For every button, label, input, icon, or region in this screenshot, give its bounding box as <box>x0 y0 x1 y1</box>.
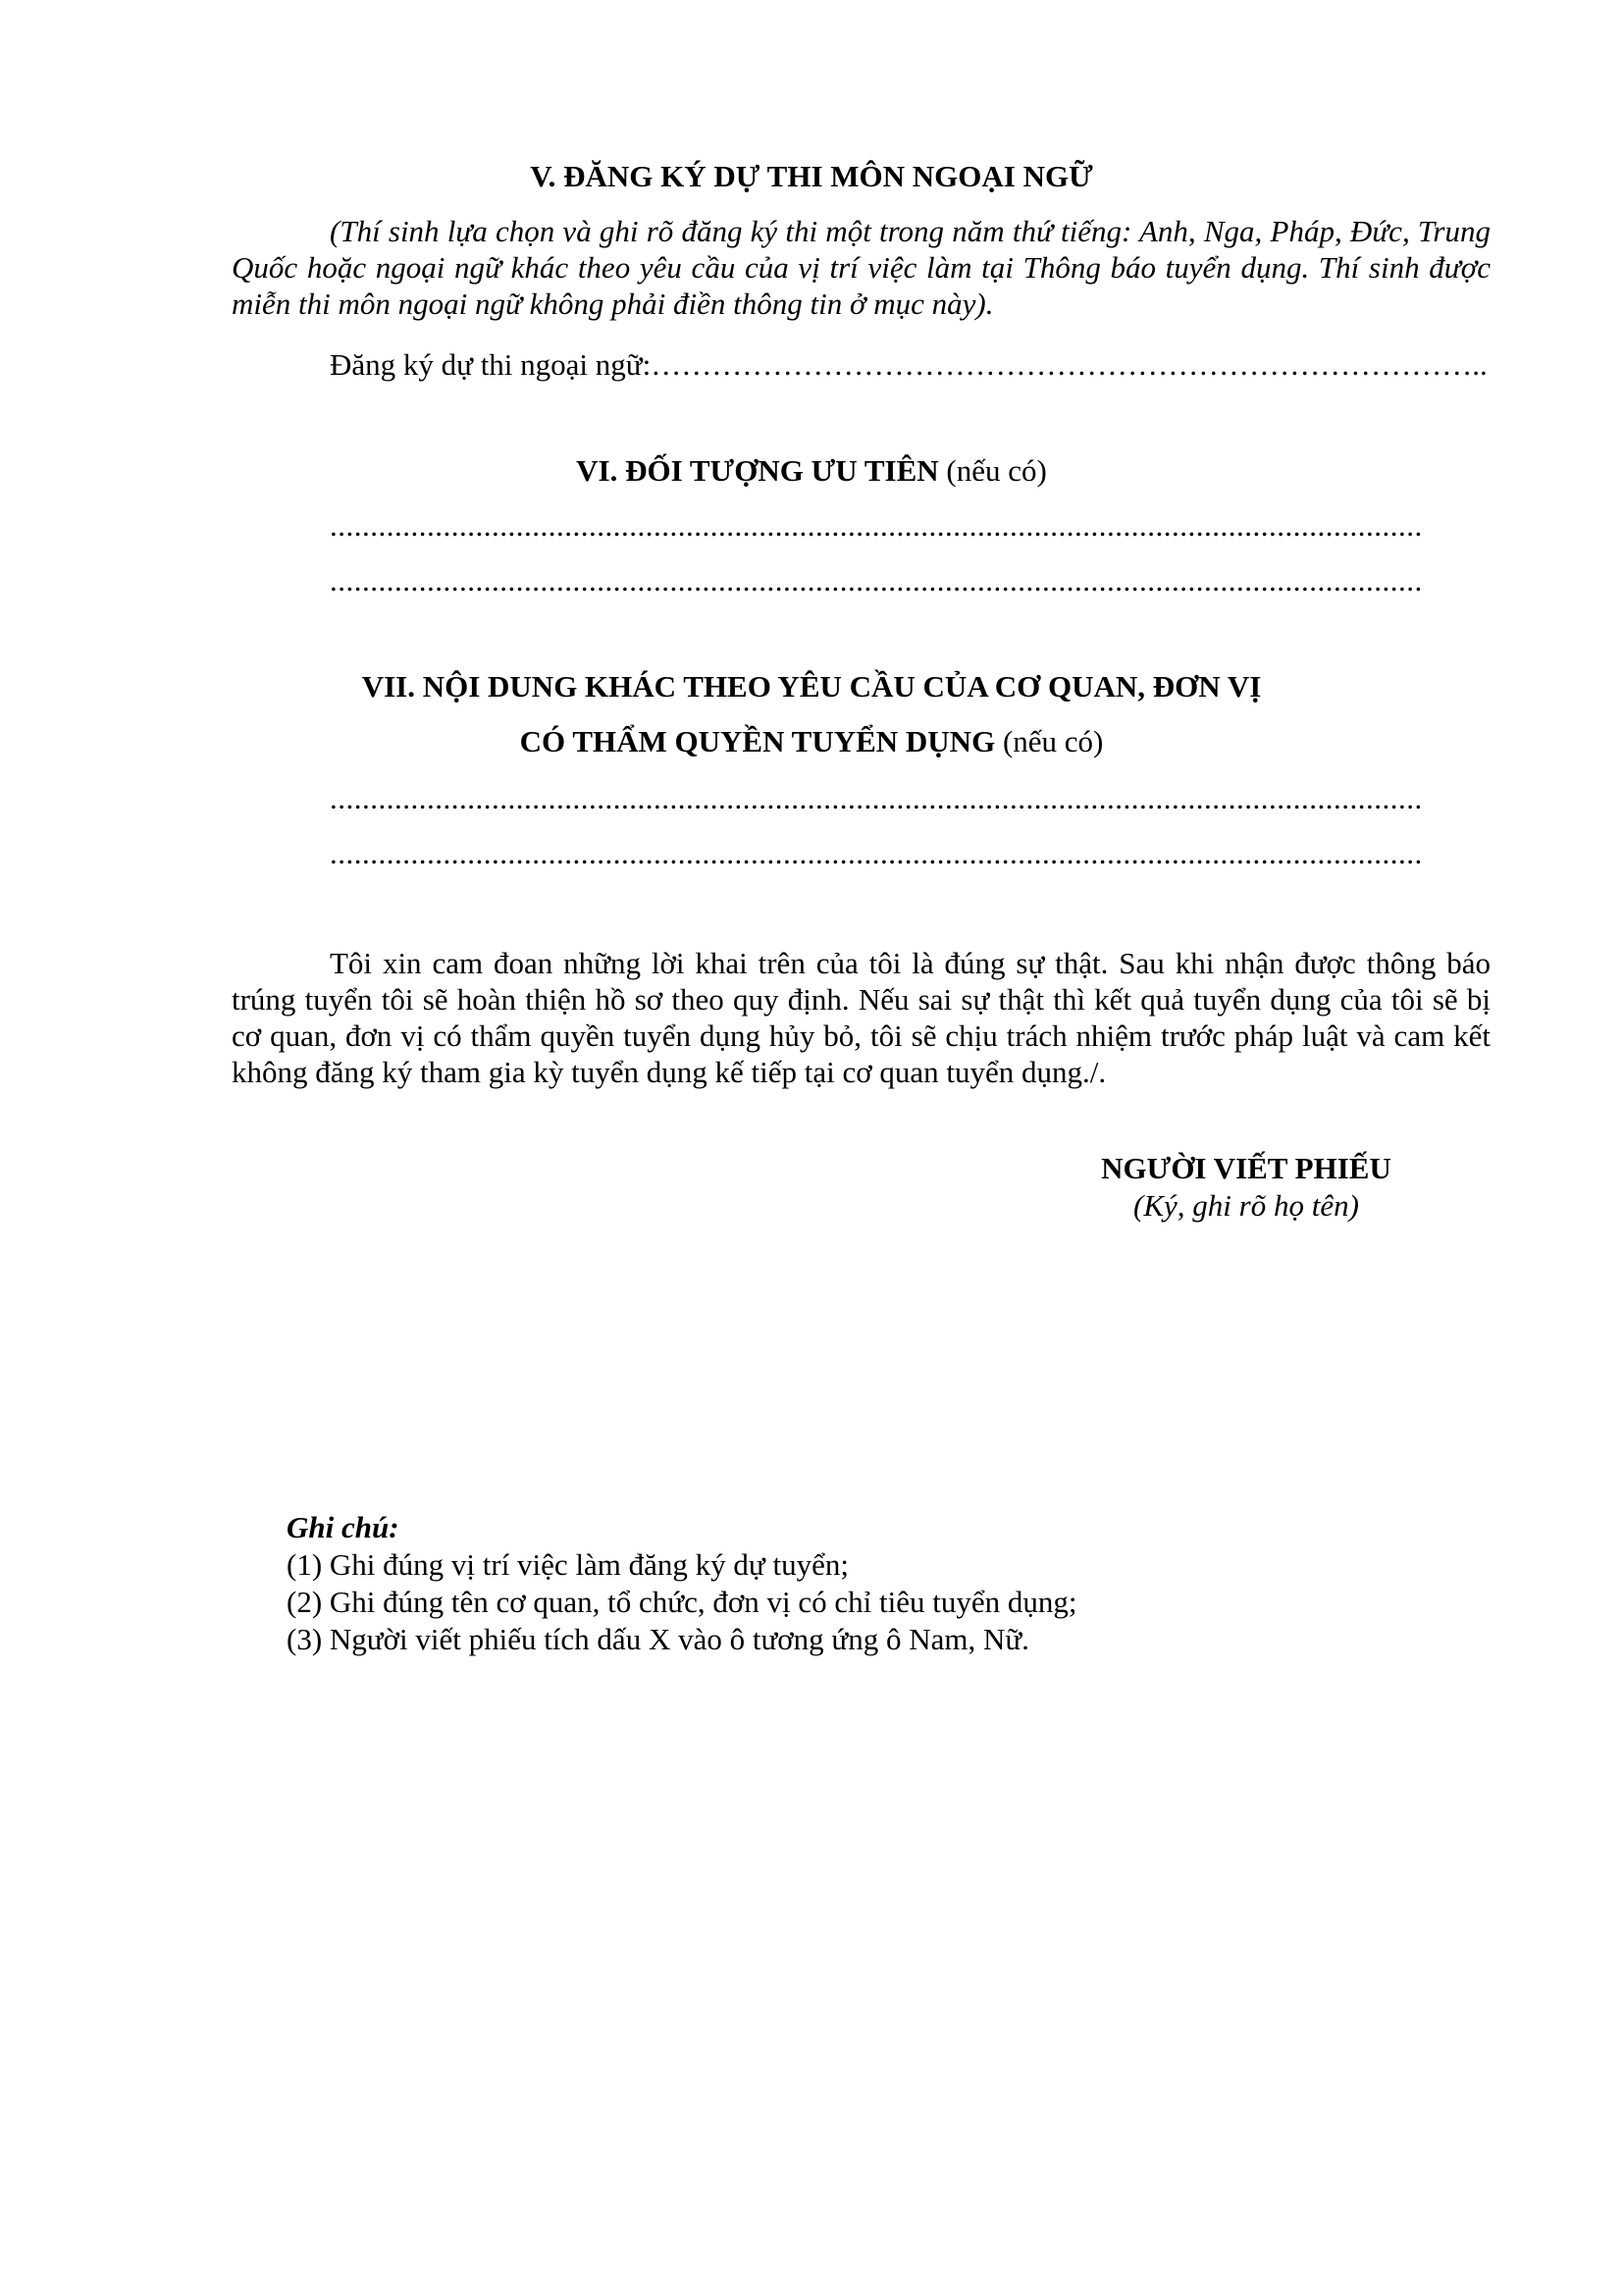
section-7-title-line-2-text: CÓ THẨM QUYỀN TUYỂN DỤNG <box>519 724 996 758</box>
section-6-title <box>0 451 1623 491</box>
section-6-fill-line-1[interactable] <box>330 508 1421 544</box>
section-5-instruction: (Thí sinh lựa chọn và ghi rõ đăng ký thi một trong năm thứ tiếng: Anh, Nga, Pháp, Đức, Trung Quốc hoặc ngoại ngữ khác theo yêu cầu của vị trí việc làm tại Thông báo tuyển dụng. Thí sinh được miễn thi môn ngoại ngữ không phải điền thông tin ở mục này). <box>232 214 1491 321</box>
notes-title: Ghi chú: <box>287 1510 399 1544</box>
section-5-title-text: V. ĐĂNG KÝ DỰ THI MÔN NGOẠI NGỮ <box>530 159 1093 193</box>
foreign-language-input[interactable]: ……………………………………………………………………….. <box>651 347 1488 382</box>
foreign-language-field <box>330 345 1488 385</box>
section-7-title-line-2 <box>0 722 1623 761</box>
section-7-suffix: (nếu có) <box>1002 724 1104 758</box>
declaration-paragraph: Tôi xin cam đoan những lời khai trên của tôi là đúng sự thật. Sau khi nhận được thông báo trúng tuyển tôi sẽ hoàn thiện hồ sơ theo quy định. Nếu sai sự thật thì kết quả tuyển dụng của tôi sẽ bị cơ quan, đơn vị có thẩm quyền tuyển dụng hủy bỏ, tôi sẽ chịu trách nhiệm trước pháp luật và cam kết không đăng ký tham gia kỳ tuyển dụng kế tiếp tại cơ quan tuyển dụng./. <box>232 946 1491 1089</box>
section-7-fill-line-2[interactable] <box>330 836 1421 871</box>
section-6-fill-line-2[interactable] <box>330 563 1421 599</box>
section-7-title-line-1 <box>0 667 1623 706</box>
section-7-title-line-1-text: VII. NỘI DUNG KHÁC THEO YÊU CẦU CỦA CƠ QUAN, ĐƠN VỊ <box>361 669 1262 704</box>
foreign-language-label: Đăng ký dự thi ngoại ngữ: <box>330 347 652 382</box>
section-6-title-text: VI. ĐỐI TƯỢNG ƯU TIÊN <box>576 453 939 488</box>
section-7-fill-line-1[interactable] <box>330 781 1421 816</box>
note-item-2: (2) Ghi đúng tên cơ quan, tổ chức, đơn vị có chỉ tiêu tuyển dụng; <box>287 1585 1077 1619</box>
section-5-title <box>0 157 1623 196</box>
note-item-3: (3) Người viết phiếu tích dấu X vào ô tương ứng ô Nam, Nữ. <box>287 1622 1029 1656</box>
note-item-1: (1) Ghi đúng vị trí việc làm đăng ký dự tuyển; <box>287 1547 849 1582</box>
section-6-suffix: (nếu có) <box>946 453 1047 488</box>
signature-title: NGƯỜI VIẾT PHIẾU <box>1101 1151 1391 1185</box>
signature-subtitle: (Ký, ghi rõ họ tên) <box>1133 1188 1359 1223</box>
